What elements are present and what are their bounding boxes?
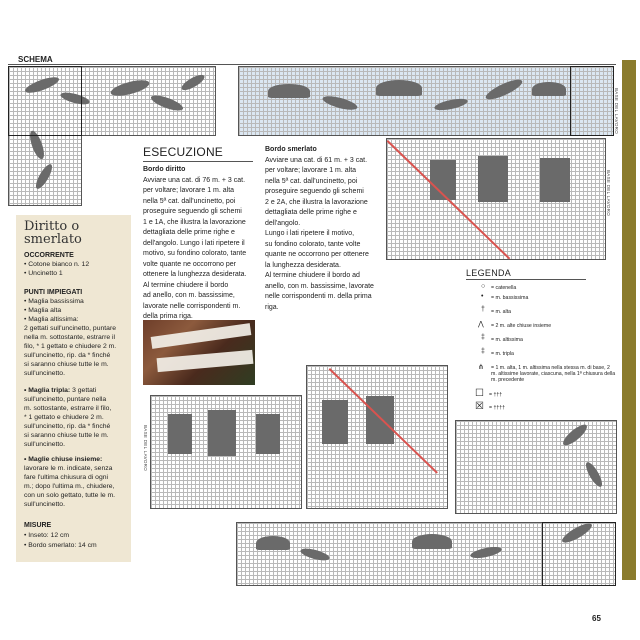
legenda-title: LEGENDA (466, 268, 512, 278)
occorrente-item: • Cotone bianco n. 12 (24, 261, 90, 268)
smerlato-line: su fondino colorato, tante volte (265, 240, 361, 248)
catenella-icon: ○ (481, 283, 486, 290)
legend-item: = 2 m. alte chiuse insieme (491, 323, 552, 329)
legend-item: = m. altissima (491, 337, 523, 343)
diritto-line: per voltare; lavorare 1 m. alta (143, 187, 235, 194)
esecuzione-rule (143, 161, 253, 162)
smerlato-line: anello, con m. bassissime, lavorate (265, 282, 374, 290)
alte-chiuse-icon: ⋀ (478, 321, 484, 328)
chiuse-heading (24, 456, 102, 465)
diritto-line: Al termine chiudere il bordo (143, 281, 229, 289)
base-label-mid: BASE DEL LAVORO (606, 170, 611, 217)
legend-item: = m. tripla (491, 351, 514, 357)
base-label-bottom: BASE DEL LAVORO (143, 425, 148, 472)
diritto-line: dell'angolo. Lungo i lati ripetere il (143, 239, 245, 247)
punti-line: 2 gettati sull'uncinetto, puntare (24, 325, 116, 332)
diritto-line: lavorate nelle corrispondenti m. (143, 302, 241, 310)
punti-line: • Maglia altissima: (24, 316, 79, 323)
flower-motif (366, 396, 394, 444)
bassissima-icon: • (481, 293, 484, 300)
chiuse-line: lavorare le m. indicate, senza (24, 465, 113, 472)
punti-line: filo, * 1 gettato e chiudere 2 m. (24, 343, 117, 350)
ventaglio-icon: ⋔ (478, 364, 484, 371)
chiuse-line: fare l'ultima chiusura di ogni (24, 474, 109, 481)
punti-line: sull'uncinetto, rip. da * finché (24, 352, 111, 359)
alta-icon: † (481, 306, 485, 313)
punti-line: sull'uncinetto. (24, 370, 65, 377)
legend-item: = 1 m. alta, 1 m. altissima nella stessa m. di base, 2 m. altissime lavorate, ciascuna, nella 1ª chiusura della m. precedente (491, 365, 616, 383)
tripla-line: sull'uncinetto. (24, 441, 65, 448)
flower-motif (208, 410, 236, 456)
tripla-icon: ‡ (481, 348, 485, 355)
smerlato-line: 2 e 2A, che illustra la lavorazione (265, 198, 368, 206)
flower-motif (540, 158, 570, 202)
legend-item: = catenella (491, 285, 517, 291)
flower-motif (478, 156, 508, 202)
misure-heading: MISURE (24, 522, 52, 529)
smerlato-line: nelle corrispondenti m. della prima (265, 293, 372, 300)
smerlato-line: dell'angolo. (265, 219, 301, 227)
lace-strip (151, 323, 252, 349)
bordo-smerlato-column (265, 145, 383, 313)
diritto-line: 1 e 1A, che illustra la lavorazione (143, 218, 246, 226)
tripla-line: * 1 gettato e chiudere 2 m. (24, 414, 104, 421)
bordo-smerlato-heading: Bordo smerlato (265, 146, 317, 153)
flower-motif (256, 414, 280, 454)
tripla-line: 3 gettati (72, 387, 97, 394)
chiuse-line: con un solo gettato, tutte le m. (24, 492, 116, 499)
diritto-line: proseguire seguendo gli schemi (143, 208, 242, 215)
schema-title: SCHEMA (18, 55, 53, 64)
diritto-line: della prima riga. (143, 313, 193, 320)
filled-square-icon: ☒ (475, 401, 484, 412)
panel-title: Diritto o smerlato (24, 219, 82, 247)
chart-2-corner-frame (542, 522, 616, 586)
smerlato-line: la lunghezza desiderata. (265, 261, 341, 269)
smerlato-line: Al termine chiudere il bordo ad (265, 272, 360, 279)
punti-line: • Maglia bassissima (24, 298, 84, 305)
flower-motif (168, 414, 192, 454)
legenda-rule (466, 279, 586, 280)
flower-motif (532, 82, 566, 96)
smerlato-line: Lungo i lati ripetere il motivo, (265, 230, 355, 237)
diritto-line: motivo, su fondino colorato, tante (143, 250, 247, 257)
empty-square-icon: ☐ (475, 388, 484, 399)
smerlato-line: Avviare una cat. di 61 m. + 3 cat. (265, 156, 368, 164)
legend-item: = m. bassissima (491, 295, 529, 301)
bordo-diritto-column (143, 165, 261, 323)
tripla-line: si saranno chiuse tutte le m. (24, 432, 109, 439)
legend-item: = m. alta (491, 309, 512, 315)
flower-motif (376, 80, 422, 96)
esecuzione-title: ESECUZIONE (143, 145, 224, 159)
lace-photo (143, 320, 255, 385)
chiuse-line: m.; dopo l'ultima m., chiudere, (24, 483, 115, 490)
legend-item: = †††† (489, 405, 506, 411)
chiuse-heading-text: • Maglie chiuse insieme: (24, 456, 103, 463)
tripla-heading: • Maglia tripla: (24, 387, 71, 394)
smerlato-line: riga. (265, 303, 279, 311)
diritto-line: ad anello, con m. bassissime, (143, 292, 235, 299)
chart-1-detail-frame (8, 66, 82, 136)
chiuse-line: sull'uncinetto. (24, 501, 65, 508)
occorrente-heading: OCCORRENTE (24, 252, 74, 259)
schema-rule (8, 64, 616, 65)
punti-heading: PUNTI IMPIEGATI (24, 289, 83, 296)
diritto-line: Avviare una cat. di 76 m. + 3 cat. (143, 176, 246, 184)
tripla-line: sull'uncinetto, puntare nella (24, 396, 107, 403)
altissima-icon: ‡ (481, 334, 485, 341)
chart-1a-detail-frame (570, 66, 614, 136)
punti-line: nella m. sottostante, estrarre il (24, 334, 116, 341)
tripla-line: sull'uncinetto, rip. da * finché (24, 423, 111, 430)
flower-motif (268, 84, 310, 98)
flower-motif (256, 536, 290, 550)
smerlato-line: per voltare; lavorare 1 m. alta (265, 167, 357, 174)
smerlato-line: proseguire seguendo gli schemi (265, 188, 364, 195)
flower-motif (412, 534, 452, 549)
occorrente-item: • Uncinetto 1 (24, 270, 63, 277)
misure-item: • Bordo smerlato: 14 cm (24, 542, 97, 549)
lace-strip (157, 350, 254, 372)
side-color-stripe (622, 60, 636, 580)
smerlato-line: quante ne occorrono per ottenere (265, 251, 369, 258)
misure-item: • Inseto: 12 cm (24, 532, 70, 539)
punti-line: si saranno chiuse tutte le m. (24, 361, 109, 368)
diritto-line: nella 5ª cat. dall'uncinetto, poi (143, 197, 236, 205)
chart-1a-band (238, 66, 614, 136)
base-label-top: BASE DEL LAVORO (614, 88, 619, 135)
flower-motif (322, 400, 348, 444)
tripla-first-line (24, 387, 96, 396)
page-number: 65 (592, 614, 601, 623)
smerlato-line: dettagliata delle prime righe e (265, 209, 357, 216)
bordo-diritto-heading: Bordo diritto (143, 166, 186, 173)
diritto-line: volte quante ne occorrono per (143, 260, 237, 268)
punti-line: • Maglia alta (24, 307, 62, 314)
diritto-line: dettagliata delle prime righe e (143, 229, 235, 236)
smerlato-line: nella 5ª cat. dall'uncinetto, poi (265, 177, 358, 185)
tripla-line: m. sottostante, estrarre il filo, (24, 405, 112, 412)
legend-item: = ††† (489, 392, 503, 398)
diritto-line: ottenere la lunghezza desiderata. (143, 271, 247, 278)
